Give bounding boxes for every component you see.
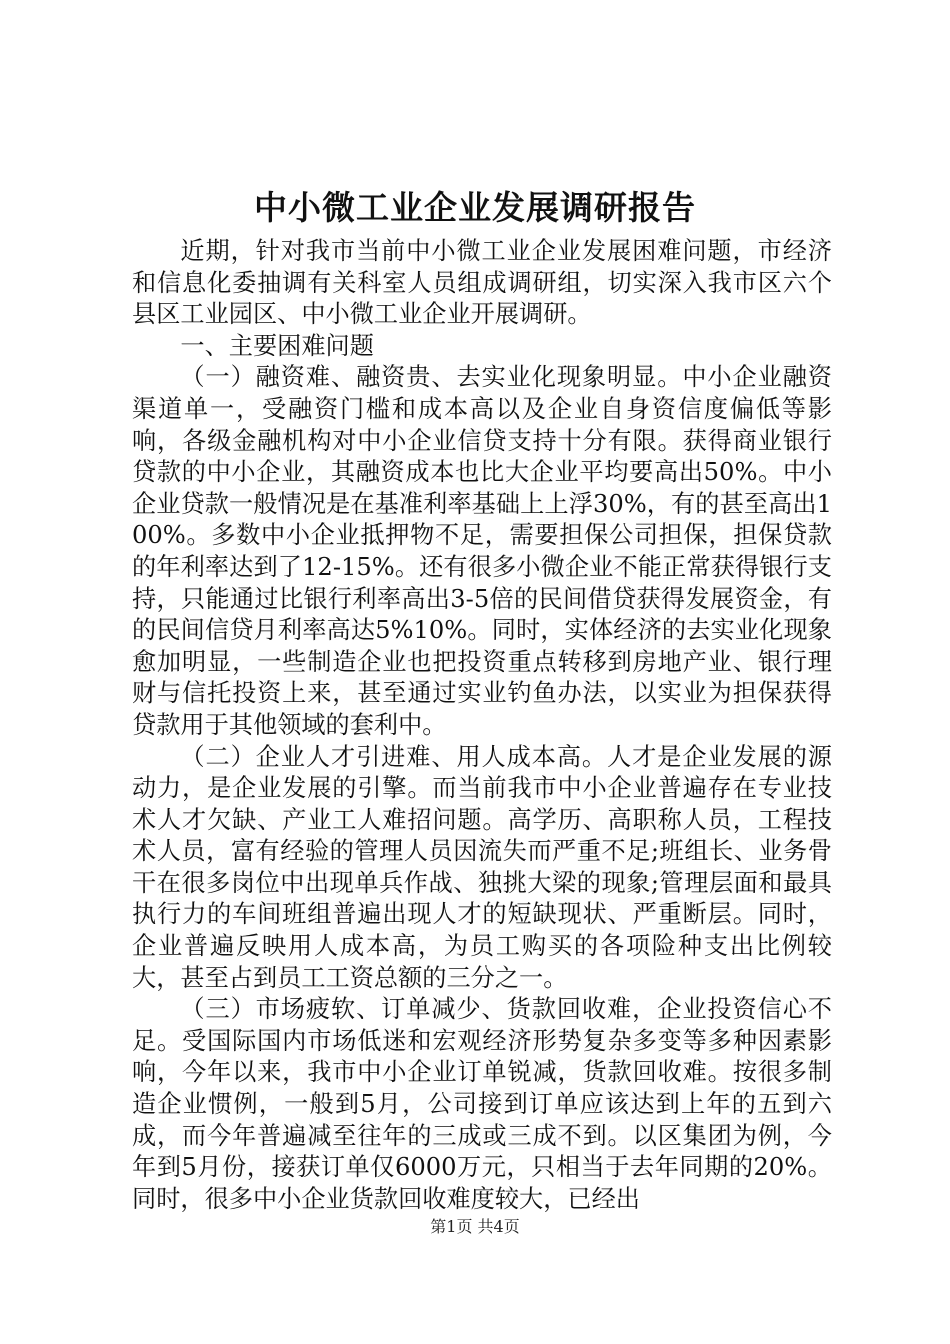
- intro-paragraph: 近期，针对我市当前中小微工业企业发展困难问题，市经济和信息化委抽调有关科室人员组成调研组，切实深入我市区六个县区工业园区、中小微工业企业开展调研。: [132, 237, 832, 329]
- page-footer: 第1页 共4页: [430, 1217, 520, 1236]
- paragraph-talent: （二）企业人才引进难、用人成本高。人才是企业发展的源动力，是企业发展的引擎。而当前我市中小企业普遍存在专业技术人才欠缺、产业工人难招问题。高学历、高职称人员，工程技术人员，富有经验的管理人员因流失而严重不足;班组长、业务骨干在很多岗位中出现单兵作战、独挑大梁的现象;管理层面和最具执行力的车间班组普遍出现人才的短缺现状、严重断层。同时，企业普遍反映用人成本高，为员工购买的各项险种支出比例较大，甚至占到员工工资总额的三分之一。: [132, 742, 832, 992]
- paragraph-financing: （一）融资难、融资贵、去实业化现象明显。中小企业融资渠道单一，受融资门槛和成本高以及企业自身资信度偏低等影响，各级金融机构对中小企业信贷支持十分有限。获得商业银行贷款的中小企业，其融资成本也比大企业平均要高出50%。中小企业贷款一般情况是在基准利率基础上上浮30%，有的甚至高出100%。多数中小企业抵押物不足，需要担保公司担保，担保贷款的年利率达到了12-15%。还有很多小微企业不能正常获得银行支持，只能通过比银行利率高出3-5倍的民间借贷获得发展资金，有的民间信贷月利率高达5%10%。同时，实体经济的去实业化现象愈加明显，一些制造企业也把投资重点转移到房地产业、银行理财与信托投资上来，甚至通过实业钓鱼办法，以实业为担保获得贷款用于其他领域的套利中。: [132, 363, 832, 739]
- document-body: [132, 236, 832, 1215]
- paragraph-market: （三）市场疲软、订单减少、货款回收难，企业投资信心不足。受国际国内市场低迷和宏观经济形势复杂多变等多种因素影响，今年以来，我市中小企业订单锐减，货款回收难。按很多制造企业惯例，一般到5月，公司接到订单应该达到上年的五到六成，而今年普遍减至往年的三成或三成不到。以区集团为例，今年到5月份，接获订单仅6000万元，只相当于去年同期的20%。同时，很多中小企业货款回收难度较大，已经出: [132, 995, 832, 1213]
- document-title: 中小微工业企业发展调研报告: [254, 188, 696, 227]
- section-heading: 一、主要困难问题: [180, 331, 374, 360]
